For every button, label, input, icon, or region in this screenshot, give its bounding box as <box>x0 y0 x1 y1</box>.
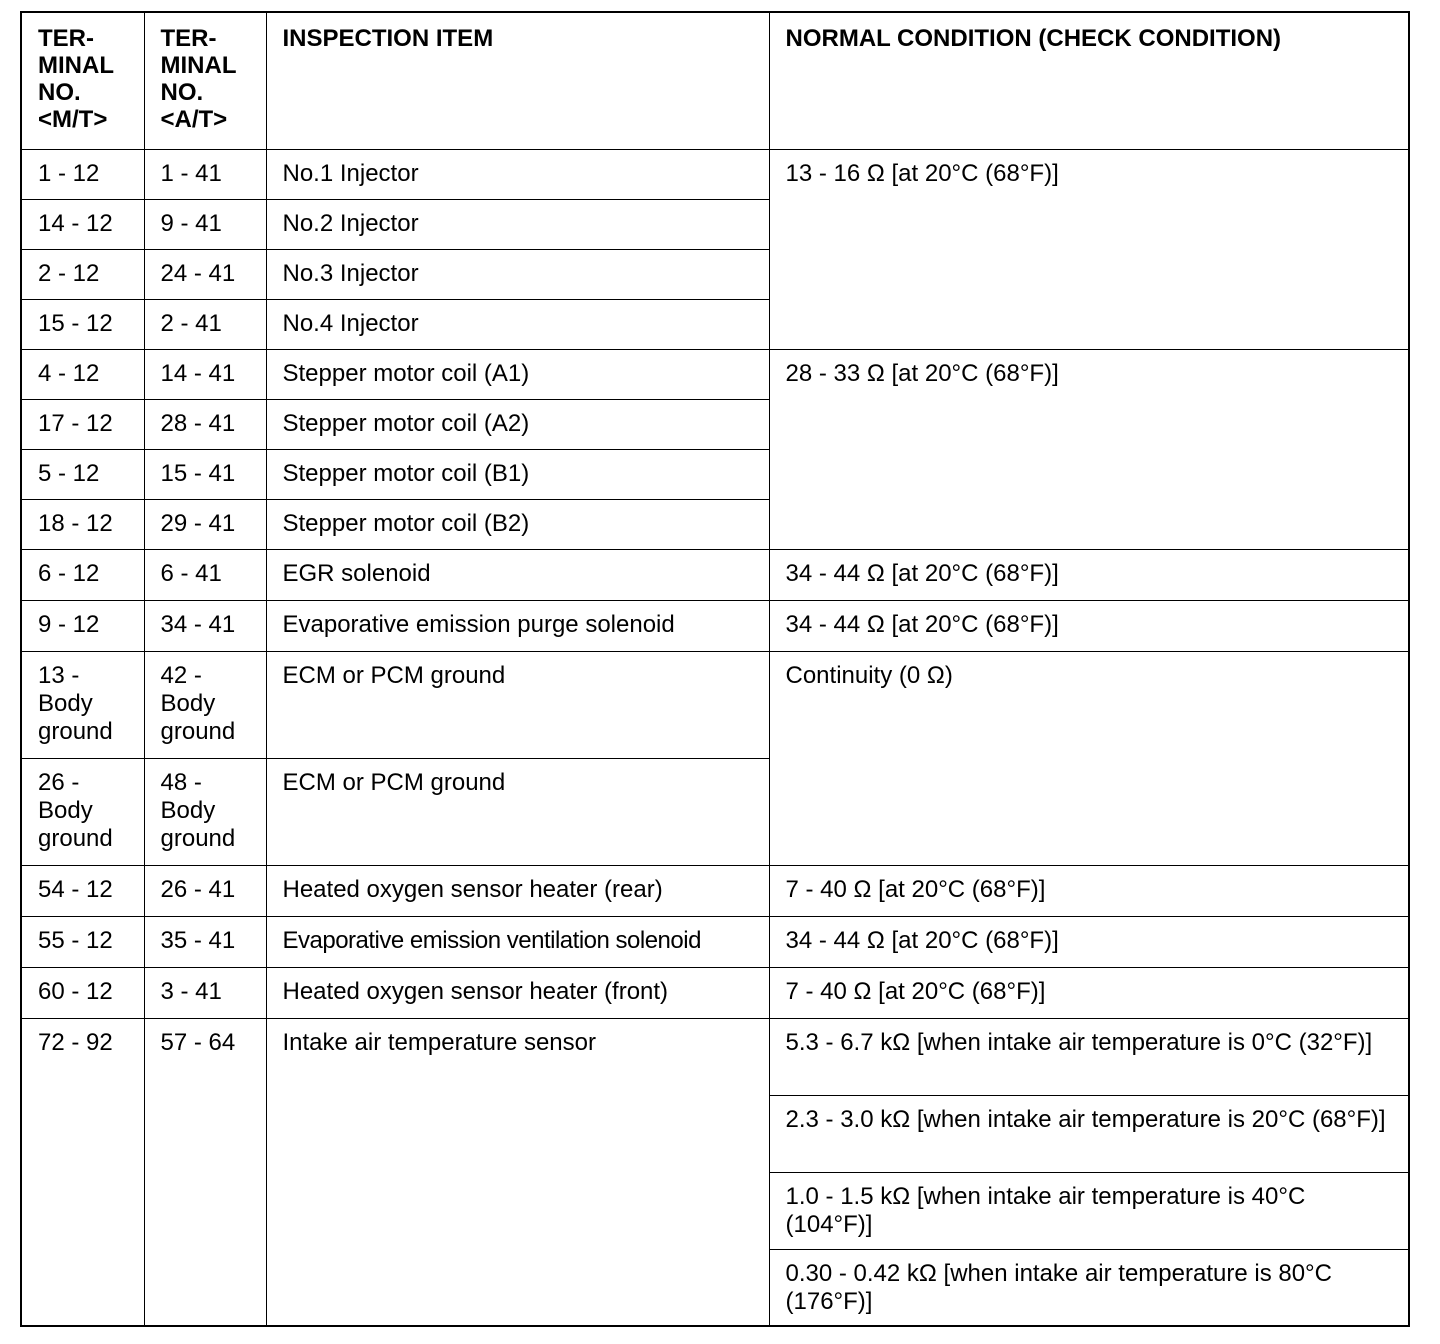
terminal-at: 1 - 41 <box>144 149 266 199</box>
terminal-at: 34 - 41 <box>144 600 266 651</box>
inspection-item: Evaporative emission purge solenoid <box>266 600 769 651</box>
inspection-item: No.2 Injector <box>266 199 769 249</box>
header-inspection-item: INSPECTION ITEM <box>266 12 769 149</box>
terminal-at: 35 - 41 <box>144 916 266 967</box>
terminal-at: 3 - 41 <box>144 967 266 1018</box>
terminal-mt: 5 - 12 <box>21 449 144 499</box>
terminal-mt: 9 - 12 <box>21 600 144 651</box>
terminal-at: 29 - 41 <box>144 499 266 549</box>
condition-iat-0c: 5.3 - 6.7 kΩ [when intake air temperature is 0°C (32°F)] <box>769 1018 1409 1095</box>
inspection-item: ECM or PCM ground <box>266 758 769 865</box>
inspection-table <box>20 11 1410 1327</box>
condition-ground: Continuity (0 Ω) <box>769 651 1409 865</box>
condition-iat-40c: 1.0 - 1.5 kΩ [when intake air temperature is 40°C (104°F)] <box>769 1172 1409 1249</box>
terminal-mt: 54 - 12 <box>21 865 144 916</box>
table-row <box>21 349 1409 399</box>
terminal-mt: 2 - 12 <box>21 249 144 299</box>
terminal-at: 9 - 41 <box>144 199 266 249</box>
inspection-item: No.3 Injector <box>266 249 769 299</box>
terminal-mt: 13 - Body ground <box>21 651 144 758</box>
terminal-at: 6 - 41 <box>144 549 266 600</box>
inspection-item: Stepper motor coil (B1) <box>266 449 769 499</box>
table-row <box>21 651 1409 758</box>
terminal-at: 26 - 41 <box>144 865 266 916</box>
condition-purge: 34 - 44 Ω [at 20°C (68°F)] <box>769 600 1409 651</box>
terminal-at: 24 - 41 <box>144 249 266 299</box>
terminal-mt: 60 - 12 <box>21 967 144 1018</box>
condition-iat-80c: 0.30 - 0.42 kΩ [when intake air temperature is 80°C (176°F)] <box>769 1249 1409 1326</box>
table-row <box>21 1018 1409 1095</box>
inspection-item: Stepper motor coil (B2) <box>266 499 769 549</box>
terminal-mt: 14 - 12 <box>21 199 144 249</box>
condition-iat-20c: 2.3 - 3.0 kΩ [when intake air temperature is 20°C (68°F)] <box>769 1095 1409 1172</box>
table-row <box>21 549 1409 600</box>
table-row <box>21 600 1409 651</box>
terminal-mt: 1 - 12 <box>21 149 144 199</box>
inspection-item: Stepper motor coil (A2) <box>266 399 769 449</box>
terminal-mt: 72 - 92 <box>21 1018 144 1326</box>
table-row <box>21 916 1409 967</box>
header-row <box>21 12 1409 149</box>
header-normal-condition: NORMAL CONDITION (CHECK CONDITION) <box>769 12 1409 149</box>
terminal-at: 14 - 41 <box>144 349 266 399</box>
inspection-item: Heated oxygen sensor heater (front) <box>266 967 769 1018</box>
inspection-item: Heated oxygen sensor heater (rear) <box>266 865 769 916</box>
header-terminal-at: TER- MINAL NO. <A/T> <box>144 12 266 149</box>
table-row <box>21 149 1409 199</box>
inspection-item: Stepper motor coil (A1) <box>266 349 769 399</box>
inspection-item: Evaporative emission ventilation solenoid <box>266 916 769 967</box>
inspection-item: No.1 Injector <box>266 149 769 199</box>
inspection-item: EGR solenoid <box>266 549 769 600</box>
inspection-item: ECM or PCM ground <box>266 651 769 758</box>
condition-o2-rear: 7 - 40 Ω [at 20°C (68°F)] <box>769 865 1409 916</box>
terminal-at: 28 - 41 <box>144 399 266 449</box>
terminal-at: 2 - 41 <box>144 299 266 349</box>
table-row <box>21 865 1409 916</box>
condition-stepper: 28 - 33 Ω [at 20°C (68°F)] <box>769 349 1409 549</box>
terminal-mt: 18 - 12 <box>21 499 144 549</box>
header-terminal-mt: TER- MINAL NO. <M/T> <box>21 12 144 149</box>
terminal-mt: 15 - 12 <box>21 299 144 349</box>
condition-egr: 34 - 44 Ω [at 20°C (68°F)] <box>769 549 1409 600</box>
terminal-at: 48 - Body ground <box>144 758 266 865</box>
inspection-item: No.4 Injector <box>266 299 769 349</box>
table-row <box>21 967 1409 1018</box>
terminal-mt: 6 - 12 <box>21 549 144 600</box>
condition-injectors: 13 - 16 Ω [at 20°C (68°F)] <box>769 149 1409 349</box>
terminal-at: 15 - 41 <box>144 449 266 499</box>
terminal-mt: 4 - 12 <box>21 349 144 399</box>
condition-ventilation: 34 - 44 Ω [at 20°C (68°F)] <box>769 916 1409 967</box>
terminal-mt: 26 - Body ground <box>21 758 144 865</box>
condition-o2-front: 7 - 40 Ω [at 20°C (68°F)] <box>769 967 1409 1018</box>
terminal-at: 57 - 64 <box>144 1018 266 1326</box>
terminal-mt: 17 - 12 <box>21 399 144 449</box>
terminal-mt: 55 - 12 <box>21 916 144 967</box>
inspection-item: Intake air temperature sensor <box>266 1018 769 1326</box>
terminal-at: 42 - Body ground <box>144 651 266 758</box>
